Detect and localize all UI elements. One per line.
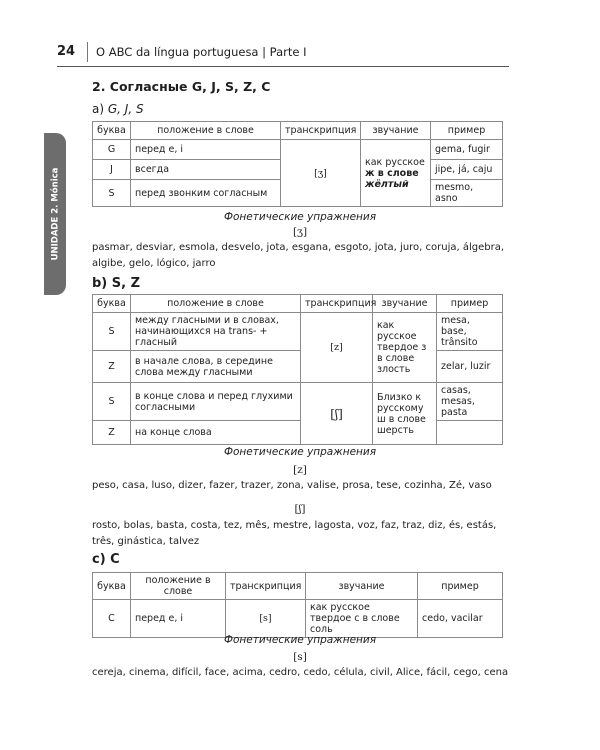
page-number: 24 <box>57 44 76 59</box>
table-c-header-position: положение в слове <box>131 573 226 600</box>
table-a-letter: J <box>93 160 131 180</box>
running-title: O ABC da língua portuguesa | Parte I <box>96 45 307 59</box>
exercise-b-words-2: rosto, bolas, basta, costa, tez, mês, mestre, lagosta, voz, faz, traz, diz, és, estás, três, ginástica, talvez <box>92 520 497 547</box>
exercise-b-transcription-2: [ʃ] <box>294 503 306 515</box>
unit-side-tab-label: UNIDADE 2. Mónica <box>50 167 60 261</box>
table-a-example: jipe, já, caju <box>431 160 503 180</box>
table-a-header-letter: буква <box>93 122 131 140</box>
table-a <box>92 121 503 207</box>
table-b-example: zelar, luzir <box>437 351 503 383</box>
table-b-header-position: положение в слове <box>131 295 301 313</box>
table-a-sound-word: жёлтый <box>365 178 409 190</box>
table-c-letter: C <box>93 600 131 638</box>
table-a-example: mesmo, asno <box>431 180 503 207</box>
table-c-example: cedo, vacilar <box>418 600 503 638</box>
subsection-c-label: c) C <box>92 552 120 567</box>
table-a-letter: G <box>93 140 131 160</box>
table-a-sound-line2: ж в слове <box>365 167 419 179</box>
subsection-b-label: b) S, Z <box>92 276 141 291</box>
table-b-example: casas, mesas, pasta <box>437 383 503 421</box>
subsection-a-label <box>92 102 144 116</box>
exercise-b-words-1: peso, casa, luso, dizer, fazer, trazer, zona, valise, prosa, tese, cozinha, Zé, vaso <box>92 480 492 491</box>
table-b-header-letter: буква <box>93 295 131 313</box>
table-c-sound: как русское твердое с в слове соль <box>306 600 418 638</box>
table-a-sound-line1: как русское <box>365 156 425 168</box>
table-b-position: в конце слова и перед глухими согласными <box>131 383 301 421</box>
exercise-a-words: pasmar, desviar, esmola, desvelo, jota, esgana, esgoto, jota, juro, coruja, álgebra, algibe, gelo, lógico, jarro <box>92 242 505 269</box>
exercise-a-transcription: [ʒ] <box>292 226 308 238</box>
table-c-position: перед e, i <box>131 600 226 638</box>
exercise-b-transcription-1: [z] <box>293 464 307 476</box>
table-b-letter: S <box>93 383 131 421</box>
table-b-letter: Z <box>93 351 131 383</box>
table-a-position: перед e, i <box>131 140 281 160</box>
table-b-letter: Z <box>93 421 131 445</box>
table-b-transcription-2: [ʃ] <box>301 383 373 445</box>
table-a-position: перед звонким согласным <box>131 180 281 207</box>
table-c-transcription: [s] <box>226 600 306 638</box>
table-b-transcription-1: [z] <box>301 313 373 383</box>
exercise-c-title: Фонетические упражнения <box>223 634 377 646</box>
table-c-header-transcription: транскрипция <box>226 573 306 600</box>
exercise-c-words: cereja, cinema, difícil, face, acima, cedro, cedo, célula, civil, Alice, fácil, cego, cena <box>92 667 509 678</box>
table-a-transcription: [ʒ] <box>281 140 361 207</box>
table-b <box>92 294 503 445</box>
exercise-b-title: Фонетические упражнения <box>223 446 377 458</box>
table-a-header-example: пример <box>431 122 503 140</box>
table-c-header-example: пример <box>418 573 503 600</box>
table-a-header-position: положение в слове <box>131 122 281 140</box>
table-a-example: gema, fugir <box>431 140 503 160</box>
table-a-letter: S <box>93 180 131 207</box>
header-separator <box>87 42 88 62</box>
table-b-letter: S <box>93 313 131 351</box>
table-b-header-example: пример <box>437 295 503 313</box>
table-b-position: в начале слова, в середине слова между гласными <box>131 351 301 383</box>
table-b-example <box>437 421 503 445</box>
table-b-position: между гласными и в словах, начинающихся на trans- + гласный <box>131 313 301 351</box>
table-b-position: на конце слова <box>131 421 301 445</box>
table-b-header-transcription: транскрипция <box>301 295 373 313</box>
subsection-a-letters: G, J, S <box>107 102 144 116</box>
table-c-header-sound: звучание <box>306 573 418 600</box>
table-b-sound-1: как русское твердое з в слове злость <box>373 313 437 383</box>
table-a-sound-cell <box>361 140 431 207</box>
table-row <box>93 421 503 445</box>
table-row <box>93 313 503 351</box>
table-a-header-sound: звучание <box>361 122 431 140</box>
header-rule <box>57 66 509 67</box>
table-row <box>93 383 503 421</box>
table-c-header-letter: буква <box>93 573 131 600</box>
table-row <box>93 140 503 160</box>
section-title: 2. Согласные G, J, S, Z, C <box>92 79 271 94</box>
table-c <box>92 572 503 638</box>
exercise-c-transcription: [s] <box>293 651 307 663</box>
table-row <box>93 600 503 638</box>
table-b-header-sound: звучание <box>373 295 437 313</box>
table-b-example: mesa, base, trânsito <box>437 313 503 351</box>
table-a-header-transcription: транскрипция <box>281 122 361 140</box>
subsection-a-prefix: a) <box>92 102 108 116</box>
table-row <box>93 351 503 383</box>
table-b-sound-2: Близко к русскому ш в слове шерсть <box>373 383 437 445</box>
table-a-position: всегда <box>131 160 281 180</box>
exercise-a-title: Фонетические упражнения <box>223 211 377 223</box>
